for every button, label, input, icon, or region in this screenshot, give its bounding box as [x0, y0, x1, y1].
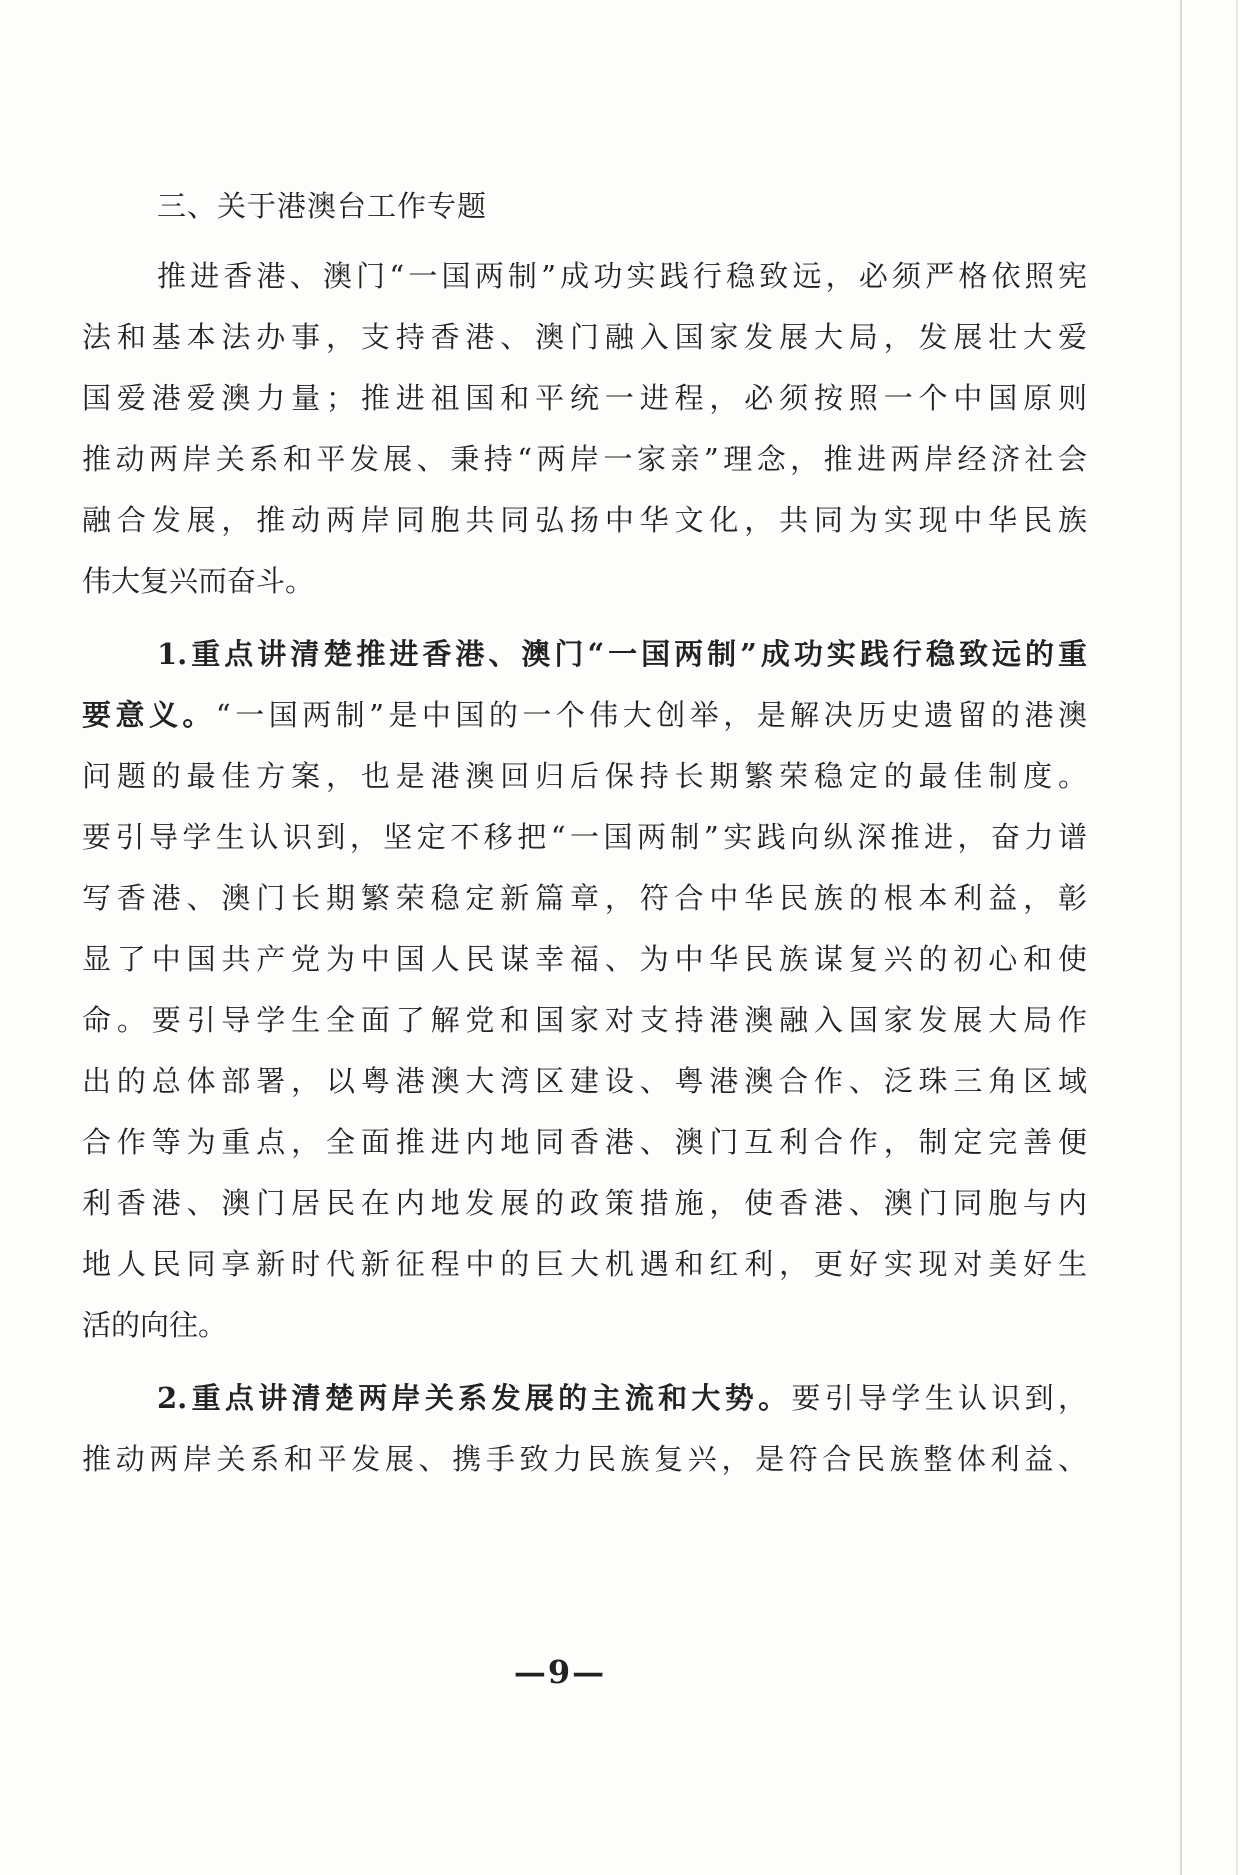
paragraph-line: 法和基本法办事，支持香港、澳门融入国家发展大局，发展壮大爱	[82, 320, 1087, 354]
item1-heading-line	[157, 634, 1087, 674]
item1-text: “一国两制”是中国的一个伟大创举，是解决历史遗留的港澳	[215, 698, 1087, 732]
paragraph-line: 问题的最佳方案，也是港澳回归后保持长期繁荣稳定的最佳制度。	[82, 759, 1087, 793]
section-title: 三、关于港澳台工作专题	[157, 189, 488, 223]
item2-text: 要引导学生认识到，	[791, 1381, 1087, 1415]
paragraph-line: 显了中国共产党为中国人民谋幸福、为中华民族谋复兴的初心和使	[82, 942, 1087, 976]
scan-edge-line	[1236, 0, 1238, 1875]
paragraph-line: 出的总体部署，以粤港澳大湾区建设、粤港澳合作、泛珠三角区域	[82, 1064, 1087, 1098]
paragraph-line: 伟大复兴而奋斗。	[82, 564, 315, 598]
paragraph-line: 推进香港、澳门“一国两制”成功实践行稳致远，必须严格依照宪	[157, 259, 1087, 293]
paragraph-line: 命。要引导学生全面了解党和国家对支持港澳融入国家发展大局作	[82, 1003, 1087, 1037]
item2-heading-text: 2.重点讲清楚两岸关系发展的主流和大势。	[157, 1381, 792, 1415]
scan-edge-line	[1180, 0, 1182, 1875]
item2-heading-line	[157, 1378, 1087, 1418]
paragraph-line: 国爱港爱澳力量；推进祖国和平统一进程，必须按照一个中国原则	[82, 381, 1087, 415]
paragraph-line: 推动两岸关系和平发展、秉持“两岸一家亲”理念，推进两岸经济社会	[82, 442, 1087, 476]
page-number: —9—	[513, 1653, 607, 1691]
item1-heading-end: 要意义。	[82, 698, 216, 732]
item1-heading-text: 1.重点讲清楚推进香港、澳门“一国两制”成功实践行稳致远的重	[157, 637, 1087, 671]
paragraph-line: 活的向往。	[82, 1308, 228, 1342]
paragraph-line: 融合发展，推动两岸同胞共同弘扬中华文化，共同为实现中华民族	[82, 503, 1087, 537]
paragraph-line: 推动两岸关系和平发展、携手致力民族复兴，是符合民族整体利益、	[82, 1442, 1087, 1476]
paragraph-line: 写香港、澳门长期繁荣稳定新篇章，符合中华民族的根本利益，彰	[82, 881, 1087, 915]
paragraph-line: 合作等为重点，全面推进内地同香港、澳门互利合作，制定完善便	[82, 1125, 1087, 1159]
item1-line	[82, 695, 1087, 735]
paragraph-line: 要引导学生认识到，坚定不移把“一国两制”实践向纵深推进，奋力谱	[82, 820, 1087, 854]
paragraph-line: 利香港、澳门居民在内地发展的政策措施，使香港、澳门同胞与内	[82, 1186, 1087, 1220]
paragraph-line: 地人民同享新时代新征程中的巨大机遇和红利，更好实现对美好生	[82, 1247, 1087, 1281]
